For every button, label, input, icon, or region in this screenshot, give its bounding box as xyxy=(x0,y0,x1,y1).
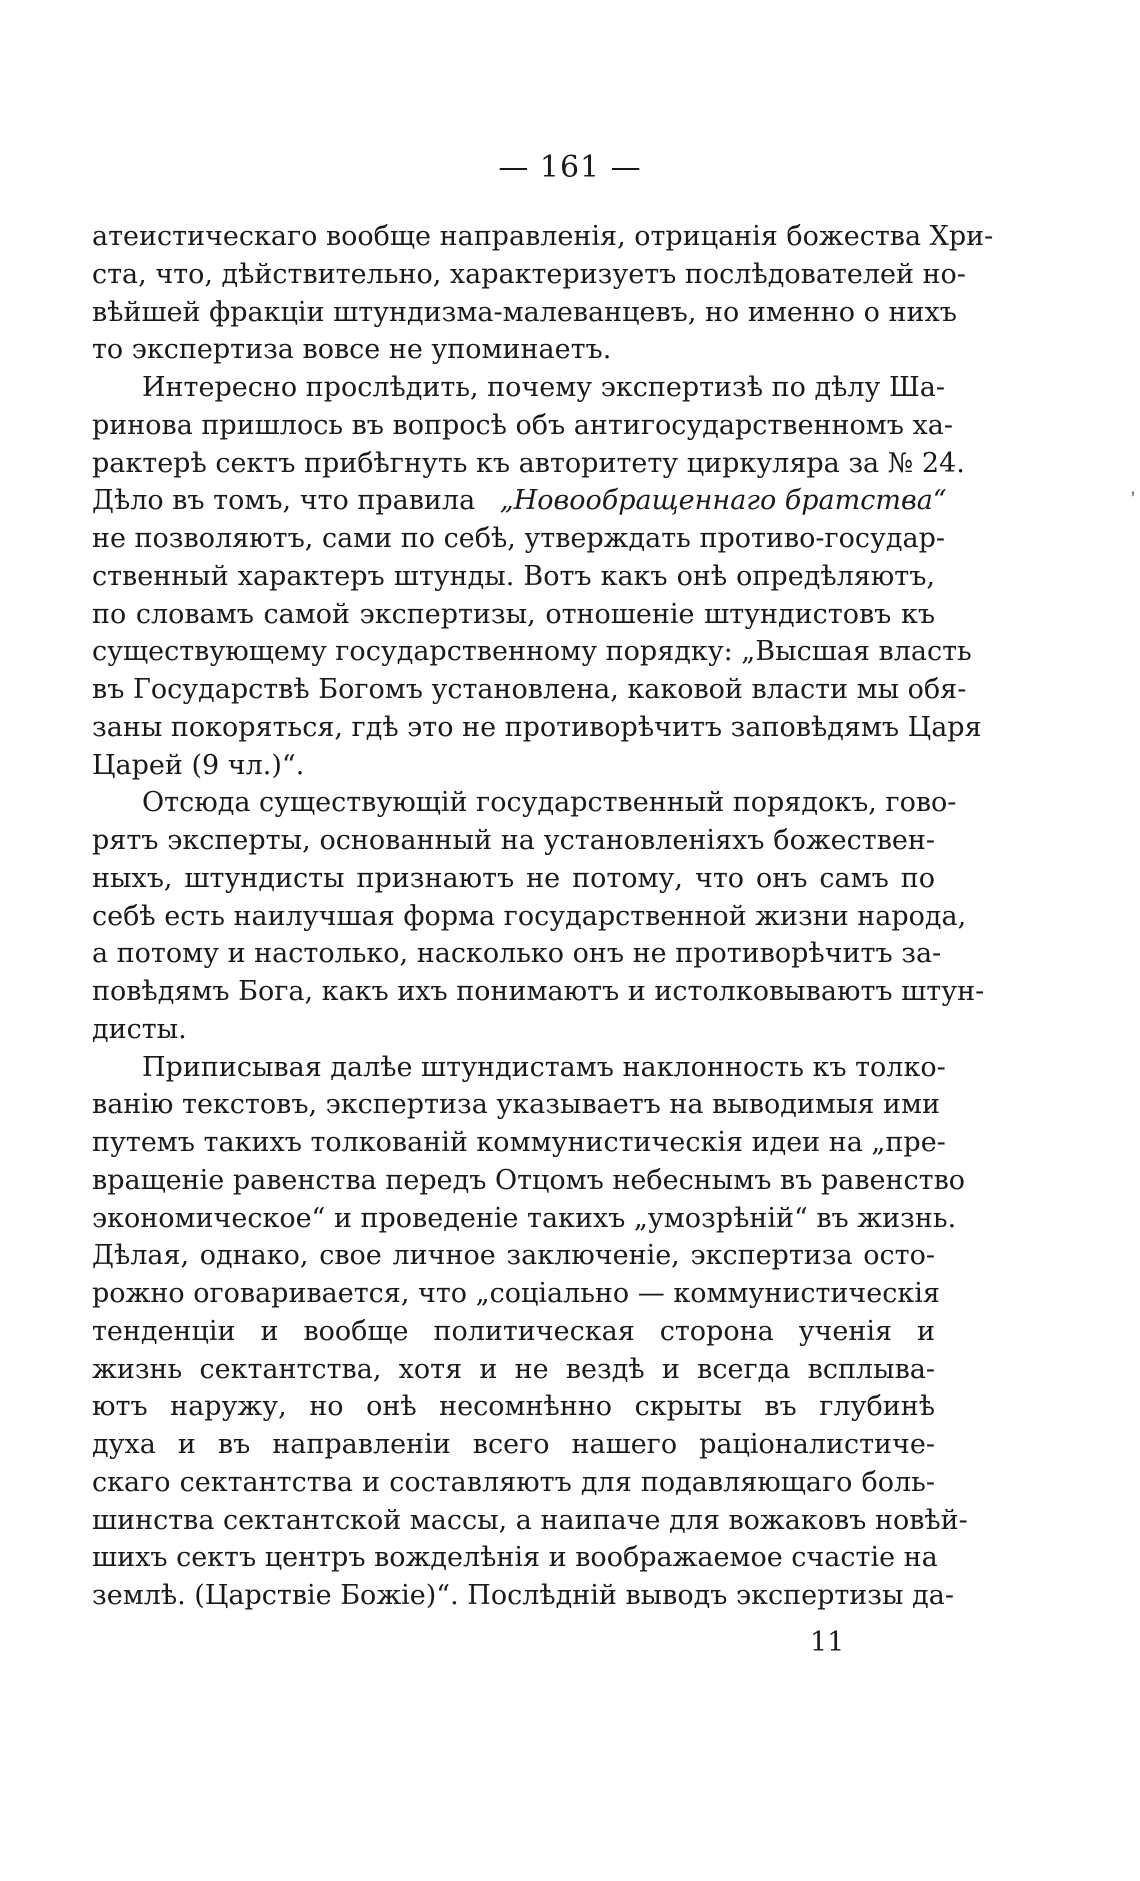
text-line: шинства сектантской массы, а наипаче для вожаковъ новѣй- xyxy=(92,1504,968,1536)
text-line: повѣдямъ Бога, какъ ихъ понимаютъ и истолковываютъ штун- xyxy=(92,976,985,1007)
body-text xyxy=(92,218,994,1615)
text-line: атеистическаго вообще направленія, отрицанія божества Хри- xyxy=(92,221,994,252)
text-line: ныхъ, штундисты признаютъ не потому, что онъ самъ по xyxy=(92,862,935,894)
line-text-before: Дѣло въ томъ, что правила xyxy=(92,485,484,517)
text-line: ванію текстовъ, экспертиза указываетъ на выводимыя ими xyxy=(92,1089,940,1121)
stray-mark: , xyxy=(1123,477,1138,500)
italic-title: „Новообращеннаго братства“ xyxy=(499,485,947,517)
text-line: ютъ наружу, но онѣ несомнѣнно скрыты въ глубинѣ xyxy=(92,1391,935,1423)
text-line: ственный характеръ штунды. Вотъ какъ онѣ опредѣляютъ, xyxy=(92,560,935,592)
text-line: ринова пришлось въ вопросѣ объ антигосударственномъ ха- xyxy=(92,409,953,441)
page-number-header: — 161 — xyxy=(498,150,642,185)
text-line: то экспертиза вовсе не упоминаетъ. xyxy=(92,334,612,366)
text-line: рактерѣ сектъ прибѣгнуть къ авторитету циркуляра за № 24. xyxy=(92,447,965,479)
text-line: вращеніе равенства передъ Отцомъ небеснымъ въ равенство xyxy=(92,1164,966,1196)
text-line: не позволяютъ, сами по себѣ, утверждать противо-государ- xyxy=(92,523,946,554)
text-line: ста, что, дѣйствительно, характеризуетъ послѣдователей но- xyxy=(92,258,966,290)
text-line: себѣ есть наилучшая форма государственной жизни народа, xyxy=(92,900,967,932)
text-line: путемъ такихъ толкованій коммунистическія идеи на „пре- xyxy=(92,1127,946,1158)
text-line: духа и въ направленіи всего нашего раціоналистиче- xyxy=(92,1429,935,1460)
text-line: Дѣлая, однако, свое личное заключеніе, экспертиза осто- xyxy=(92,1240,935,1272)
text-line: жизнь сектантства, хотя и не вездѣ и всегда всплыва- xyxy=(92,1353,935,1385)
text-line: Царей (9 чл.)“. xyxy=(92,749,305,781)
text-line: скаго сектантства и составляютъ для подавляющаго боль- xyxy=(92,1466,935,1498)
text-line: существующему государственному порядку: „Высшая власть xyxy=(92,636,972,668)
text-line: Отсюда существующій государственный порядокъ, гово- xyxy=(142,787,957,819)
text-line: Приписывая далѣе штундистамъ наклонность къ толко- xyxy=(142,1051,946,1083)
text-line: рожно оговаривается, что „соціально — коммунистическія xyxy=(92,1278,940,1309)
text-line: землѣ. (Царствіе Божіе)“. Послѣдній выводъ экспертизы да- xyxy=(92,1580,954,1611)
text-line: шихъ сектъ центръ вожделѣнія и воображаемое счастіе на xyxy=(92,1542,938,1574)
printer-signature-mark: 11 xyxy=(810,1627,845,1658)
text-line: тенденціи и вообще политическая сторона ученія и xyxy=(92,1315,935,1347)
text-line: дисты. xyxy=(92,1013,187,1045)
text-line: а потому и настолько, насколько онъ не противорѣчитъ за- xyxy=(92,938,942,970)
text-line: въ Государствѣ Богомъ установлена, каковой власти мы обя- xyxy=(92,674,967,705)
text-line: экономическое“ и проведеніе такихъ „умозрѣній“ въ жизнь. xyxy=(92,1202,957,1234)
text-line-with-italic xyxy=(92,482,947,520)
text-line: заны покоряться, гдѣ это не противорѣчитъ заповѣдямъ Царя xyxy=(92,711,982,743)
text-line: рятъ эксперты, основанный на установленіяхъ божествен- xyxy=(92,825,935,856)
text-line: по словамъ самой экспертизы, отношеніе штундистовъ къ xyxy=(92,598,935,630)
text-line: вѣйшей фракціи штундизма-малеванцевъ, но именно о нихъ xyxy=(92,296,957,328)
text-line: Интересно прослѣдить, почему экспертизѣ по дѣлу Ша- xyxy=(142,372,946,403)
